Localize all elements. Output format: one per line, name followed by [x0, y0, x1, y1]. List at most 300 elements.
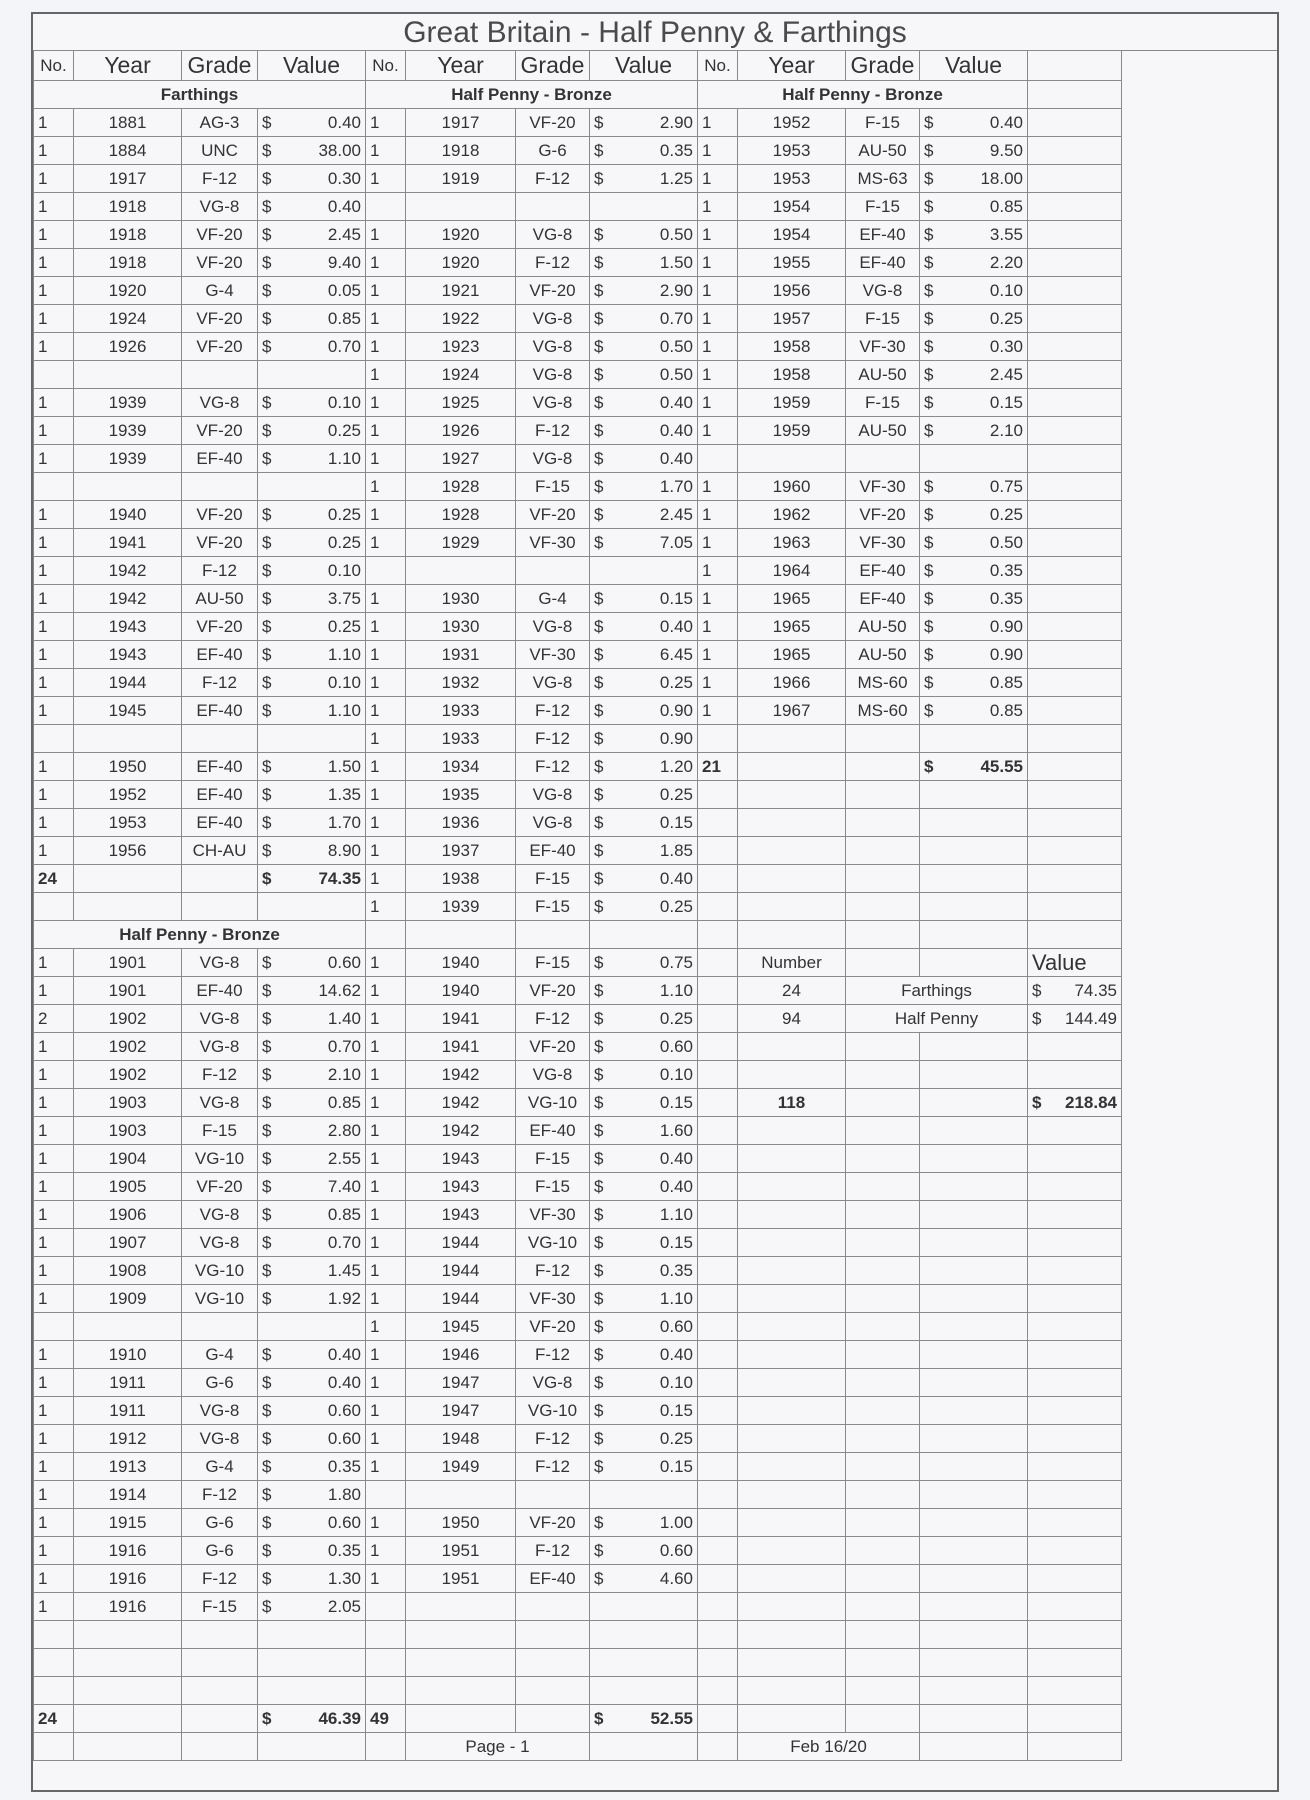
coin-year: 1917: [406, 109, 516, 137]
currency-symbol: $: [594, 729, 604, 748]
coin-year: 1926: [406, 417, 516, 445]
amount: 0.35: [989, 589, 1023, 608]
coin-count: 1: [34, 165, 74, 193]
cell: [920, 1145, 1028, 1173]
coin-count: 1: [366, 1201, 406, 1229]
coin-grade: VF-20: [516, 277, 590, 305]
cell: [34, 1733, 74, 1761]
cell: [698, 1089, 738, 1117]
coin-count: 1: [34, 193, 74, 221]
amount: 0.25: [989, 505, 1023, 524]
table-row: [34, 1173, 1122, 1201]
coin-count: 1: [34, 1285, 74, 1313]
cell: [698, 1257, 738, 1285]
amount: 2.05: [327, 1597, 361, 1616]
cell: [1028, 557, 1122, 585]
currency-symbol: $: [262, 1597, 272, 1616]
currency-symbol: $: [262, 1541, 272, 1560]
table-row: [34, 837, 1122, 865]
coin-grade: F-15: [846, 193, 920, 221]
amount: 1.25: [659, 169, 693, 188]
cell: [1028, 529, 1122, 557]
cell: [1028, 1145, 1122, 1173]
amount: 0.10: [327, 673, 361, 692]
value-cell: [258, 277, 366, 305]
coin-grade: F-15: [516, 865, 590, 893]
coin-grade: VF-30: [516, 1285, 590, 1313]
currency-symbol: $: [262, 1345, 272, 1364]
table-row: [34, 753, 1122, 781]
amount: 1.10: [327, 449, 361, 468]
coin-count: 1: [34, 781, 74, 809]
cell: [846, 1509, 920, 1537]
cell: [366, 921, 406, 949]
value-cell: [590, 613, 698, 641]
value-cell: [258, 1145, 366, 1173]
amount: 6.45: [659, 645, 693, 664]
coin-count: 1: [366, 389, 406, 417]
amount: 1.10: [659, 981, 693, 1000]
amount: 45.55: [980, 757, 1023, 776]
coin-grade: F-15: [516, 473, 590, 501]
currency-symbol: $: [262, 1037, 272, 1056]
cell: [182, 893, 258, 921]
cell: [182, 1705, 258, 1733]
coin-grade: CH-AU: [182, 837, 258, 865]
page-number: Page - 1: [406, 1733, 590, 1761]
coin-table: [33, 50, 1122, 1761]
coin-count: 1: [34, 445, 74, 473]
cell: [182, 865, 258, 893]
currency-symbol: $: [594, 1513, 604, 1532]
amount: 7.40: [327, 1177, 361, 1196]
coin-year: 1928: [406, 473, 516, 501]
coin-grade: F-12: [182, 165, 258, 193]
cell: [74, 1313, 182, 1341]
coin-year: 1937: [406, 837, 516, 865]
cell: [846, 1145, 920, 1173]
value-cell: [590, 277, 698, 305]
value-cell: [590, 529, 698, 557]
cell: [738, 837, 846, 865]
amount: 2.90: [659, 281, 693, 300]
coin-year: 1954: [738, 221, 846, 249]
amount: 218.84: [1065, 1093, 1117, 1112]
coin-year: 1921: [406, 277, 516, 305]
value-cell: [920, 529, 1028, 557]
currency-symbol: $: [594, 337, 604, 356]
coin-grade: VF-20: [182, 221, 258, 249]
coin-grade: VF-30: [846, 333, 920, 361]
currency-symbol: $: [594, 617, 604, 636]
coin-year: 1929: [406, 529, 516, 557]
amount: 0.50: [659, 225, 693, 244]
cell: [1028, 1593, 1122, 1621]
amount: 0.40: [659, 1177, 693, 1196]
currency-symbol: $: [594, 225, 604, 244]
cell: [698, 1593, 738, 1621]
coin-grade: G-4: [182, 1453, 258, 1481]
coin-count: 1: [34, 137, 74, 165]
coin-count: 1: [366, 473, 406, 501]
currency-symbol: $: [594, 1261, 604, 1280]
cell: [74, 1649, 182, 1677]
cell: [698, 921, 738, 949]
value-cell: [258, 137, 366, 165]
value-cell: [590, 725, 698, 753]
cell: [920, 1229, 1028, 1257]
cell: [590, 1733, 698, 1761]
amount: 0.60: [659, 1541, 693, 1560]
cell: [920, 725, 1028, 753]
cell: [258, 1621, 366, 1649]
table-row: [34, 1201, 1122, 1229]
cell: [698, 1621, 738, 1649]
amount: 0.40: [659, 449, 693, 468]
coin-grade: AU-50: [846, 137, 920, 165]
cell: [698, 865, 738, 893]
coin-year: 1951: [406, 1565, 516, 1593]
amount: 74.35: [1074, 981, 1117, 1000]
value-cell: [590, 837, 698, 865]
coin-year: 1959: [738, 417, 846, 445]
currency-symbol: $: [262, 561, 272, 580]
coin-count: 1: [366, 725, 406, 753]
cell: [182, 473, 258, 501]
coin-grade: F-12: [516, 249, 590, 277]
value-cell: [258, 557, 366, 585]
coin-year: 1960: [738, 473, 846, 501]
coin-year: 1942: [406, 1061, 516, 1089]
value-cell: [590, 389, 698, 417]
coin-year: 1915: [74, 1509, 182, 1537]
cell: [1028, 109, 1122, 137]
value-cell: [590, 865, 698, 893]
amount: 0.60: [327, 953, 361, 972]
value-cell: [920, 277, 1028, 305]
coin-year: 1914: [74, 1481, 182, 1509]
table-row: [34, 977, 1122, 1005]
currency-symbol: $: [594, 365, 604, 384]
cell: [846, 1341, 920, 1369]
coin-count: 1: [366, 809, 406, 837]
currency-symbol: $: [594, 897, 604, 916]
cell: [698, 1313, 738, 1341]
coin-grade: VF-20: [182, 333, 258, 361]
cell: [846, 1285, 920, 1313]
cell: [590, 1593, 698, 1621]
coin-count: 1: [366, 1565, 406, 1593]
cell: [738, 1649, 846, 1677]
cell: [920, 1257, 1028, 1285]
amount: 7.05: [659, 533, 693, 552]
amount: 1.10: [327, 701, 361, 720]
coin-count: 1: [366, 165, 406, 193]
cell: [74, 1733, 182, 1761]
cell: [846, 445, 920, 473]
currency-symbol: $: [924, 281, 934, 300]
amount: 0.25: [659, 1009, 693, 1028]
table-row: [34, 417, 1122, 445]
amount: 0.70: [659, 309, 693, 328]
amount: 0.90: [989, 645, 1023, 664]
coin-count: 1: [366, 1117, 406, 1145]
coin-count: 1: [34, 1397, 74, 1425]
currency-symbol: $: [262, 253, 272, 272]
cell: [1028, 277, 1122, 305]
coin-grade: F-12: [516, 1425, 590, 1453]
amount: 0.85: [989, 701, 1023, 720]
value-cell: [590, 1173, 698, 1201]
cell: [738, 781, 846, 809]
value-cell: [590, 809, 698, 837]
currency-symbol: $: [262, 449, 272, 468]
summary-count: 94: [738, 1005, 846, 1033]
coin-count: 1: [366, 781, 406, 809]
cell: [698, 1397, 738, 1425]
amount: 9.50: [989, 141, 1023, 160]
cell: [258, 1677, 366, 1705]
currency-symbol: $: [594, 1345, 604, 1364]
amount: 2.55: [327, 1149, 361, 1168]
coin-year: 1948: [406, 1425, 516, 1453]
coin-grade: VG-8: [516, 809, 590, 837]
cell: [1028, 221, 1122, 249]
currency-symbol: $: [594, 1037, 604, 1056]
cell: [366, 1481, 406, 1509]
value-cell: [590, 1061, 698, 1089]
value-cell: [920, 669, 1028, 697]
amount: 0.25: [989, 309, 1023, 328]
amount: 0.15: [659, 589, 693, 608]
value-cell: [920, 389, 1028, 417]
table-row: [34, 725, 1122, 753]
cell: [846, 1313, 920, 1341]
amount: 0.70: [327, 1037, 361, 1056]
currency-symbol: $: [262, 309, 272, 328]
table-row: [34, 249, 1122, 277]
amount: 1.50: [659, 253, 693, 272]
coin-grade: EF-40: [182, 641, 258, 669]
coin-count: 1: [34, 1425, 74, 1453]
coin-count: 1: [698, 389, 738, 417]
coin-grade: F-12: [182, 557, 258, 585]
coin-count: 1: [34, 641, 74, 669]
currency-symbol: $: [594, 1121, 604, 1140]
coin-grade: VG-8: [182, 193, 258, 221]
currency-symbol: $: [262, 1233, 272, 1252]
coin-year: 1913: [74, 1453, 182, 1481]
cell: [1028, 1285, 1122, 1313]
coin-year: 1941: [406, 1005, 516, 1033]
coin-grade: VG-10: [182, 1145, 258, 1173]
cell: [366, 1733, 406, 1761]
coin-grade: G-6: [182, 1369, 258, 1397]
coin-grade: VG-8: [516, 669, 590, 697]
table-row: [34, 1229, 1122, 1257]
coin-year: 1955: [738, 249, 846, 277]
coin-grade: EF-40: [516, 837, 590, 865]
coin-count: 1: [366, 1257, 406, 1285]
currency-symbol: $: [262, 1457, 272, 1476]
amount: 0.70: [327, 1233, 361, 1252]
coin-grade: EF-40: [846, 221, 920, 249]
currency-symbol: $: [594, 169, 604, 188]
coin-count: 1: [366, 501, 406, 529]
coin-grade: VG-8: [516, 613, 590, 641]
currency-symbol: $: [924, 561, 934, 580]
cell: [846, 753, 920, 781]
cell: [406, 1649, 516, 1677]
amount: 0.40: [659, 617, 693, 636]
cell: [516, 1481, 590, 1509]
cell: [920, 893, 1028, 921]
coin-grade: F-12: [182, 669, 258, 697]
cell: [698, 1425, 738, 1453]
cell: [846, 1369, 920, 1397]
cell: [182, 1649, 258, 1677]
cell: [698, 1285, 738, 1313]
coin-count: 1: [366, 445, 406, 473]
header-no: No.: [698, 51, 738, 81]
amount: 1.80: [327, 1485, 361, 1504]
coin-grade: VG-10: [516, 1229, 590, 1257]
table-row: [34, 1089, 1122, 1117]
coin-count: 1: [34, 977, 74, 1005]
cell: [920, 809, 1028, 837]
coin-grade: EF-40: [182, 781, 258, 809]
currency-symbol: $: [262, 1205, 272, 1224]
coin-grade: VG-8: [516, 1369, 590, 1397]
value-cell: [920, 613, 1028, 641]
value-cell: [1028, 977, 1122, 1005]
amount: 0.40: [327, 197, 361, 216]
currency-symbol: $: [262, 701, 272, 720]
cell: [590, 1481, 698, 1509]
cell: [920, 837, 1028, 865]
cell: [1028, 1537, 1122, 1565]
currency-symbol: $: [924, 393, 934, 412]
coin-year: 1918: [406, 137, 516, 165]
coin-grade: F-15: [516, 893, 590, 921]
coin-year: 1944: [406, 1229, 516, 1257]
value-cell: [258, 389, 366, 417]
cell: [698, 949, 738, 977]
header-grade: Grade: [516, 51, 590, 81]
currency-symbol: $: [594, 1429, 604, 1448]
coin-count: 1: [698, 557, 738, 585]
currency-symbol: $: [262, 421, 272, 440]
amount: 1.40: [327, 1009, 361, 1028]
amount: 2.10: [989, 421, 1023, 440]
amount: 0.15: [659, 813, 693, 832]
coin-year: 1965: [738, 585, 846, 613]
coin-count: 1: [698, 277, 738, 305]
cell: [920, 1453, 1028, 1481]
value-cell: [258, 1089, 366, 1117]
cell: [406, 921, 516, 949]
coin-count: 1: [34, 277, 74, 305]
currency-symbol: $: [594, 281, 604, 300]
amount: 0.35: [327, 1541, 361, 1560]
amount: 2.45: [989, 365, 1023, 384]
table-row: [34, 1453, 1122, 1481]
amount: 0.15: [659, 1233, 693, 1252]
coin-count: 1: [34, 1565, 74, 1593]
coin-count: 1: [34, 1117, 74, 1145]
cell: [366, 557, 406, 585]
cell: [182, 361, 258, 389]
coin-count: 1: [34, 1089, 74, 1117]
coin-count: 1: [366, 697, 406, 725]
value-cell: [590, 669, 698, 697]
table-row: [34, 865, 1122, 893]
cell: [846, 781, 920, 809]
table-row: [34, 277, 1122, 305]
table-row: [34, 949, 1122, 977]
cell: [920, 1397, 1028, 1425]
cell: [1028, 389, 1122, 417]
table-row: [34, 641, 1122, 669]
cell: [738, 921, 846, 949]
coin-grade: AU-50: [846, 641, 920, 669]
amount: 0.60: [327, 1429, 361, 1448]
value-cell: [258, 697, 366, 725]
coin-count: 1: [366, 865, 406, 893]
value-cell: [920, 501, 1028, 529]
currency-symbol: $: [262, 197, 272, 216]
coin-year: 1916: [74, 1565, 182, 1593]
cell: [258, 1649, 366, 1677]
cell: [846, 1201, 920, 1229]
coin-grade: G-6: [516, 137, 590, 165]
coin-year: 1951: [406, 1537, 516, 1565]
value-cell: [590, 445, 698, 473]
cell: [698, 1341, 738, 1369]
amount: 0.25: [327, 533, 361, 552]
coin-year: 1956: [74, 837, 182, 865]
coin-count: 1: [366, 613, 406, 641]
currency-symbol: $: [262, 141, 272, 160]
coin-count: 1: [366, 361, 406, 389]
cell: [738, 1285, 846, 1313]
coin-year: 1931: [406, 641, 516, 669]
coin-count: 1: [698, 501, 738, 529]
cell: [366, 1593, 406, 1621]
value-cell: [590, 697, 698, 725]
cell: [406, 193, 516, 221]
cell: [846, 1061, 920, 1089]
coin-count: 1: [366, 893, 406, 921]
section-label: Half Penny - Bronze: [34, 921, 366, 949]
cell: [698, 977, 738, 1005]
table-row: [34, 445, 1122, 473]
header-grade: Grade: [182, 51, 258, 81]
coin-year: 1903: [74, 1089, 182, 1117]
cell: [698, 1229, 738, 1257]
cell: [738, 1173, 846, 1201]
coin-grade: EF-40: [182, 753, 258, 781]
table-row: [34, 1145, 1122, 1173]
value-cell: [920, 305, 1028, 333]
cell: [920, 1621, 1028, 1649]
value-cell: [590, 361, 698, 389]
cell: [738, 1537, 846, 1565]
coin-count: 1: [34, 753, 74, 781]
amount: 0.90: [989, 617, 1023, 636]
coin-grade: VF-20: [516, 977, 590, 1005]
coin-count: 1: [698, 109, 738, 137]
